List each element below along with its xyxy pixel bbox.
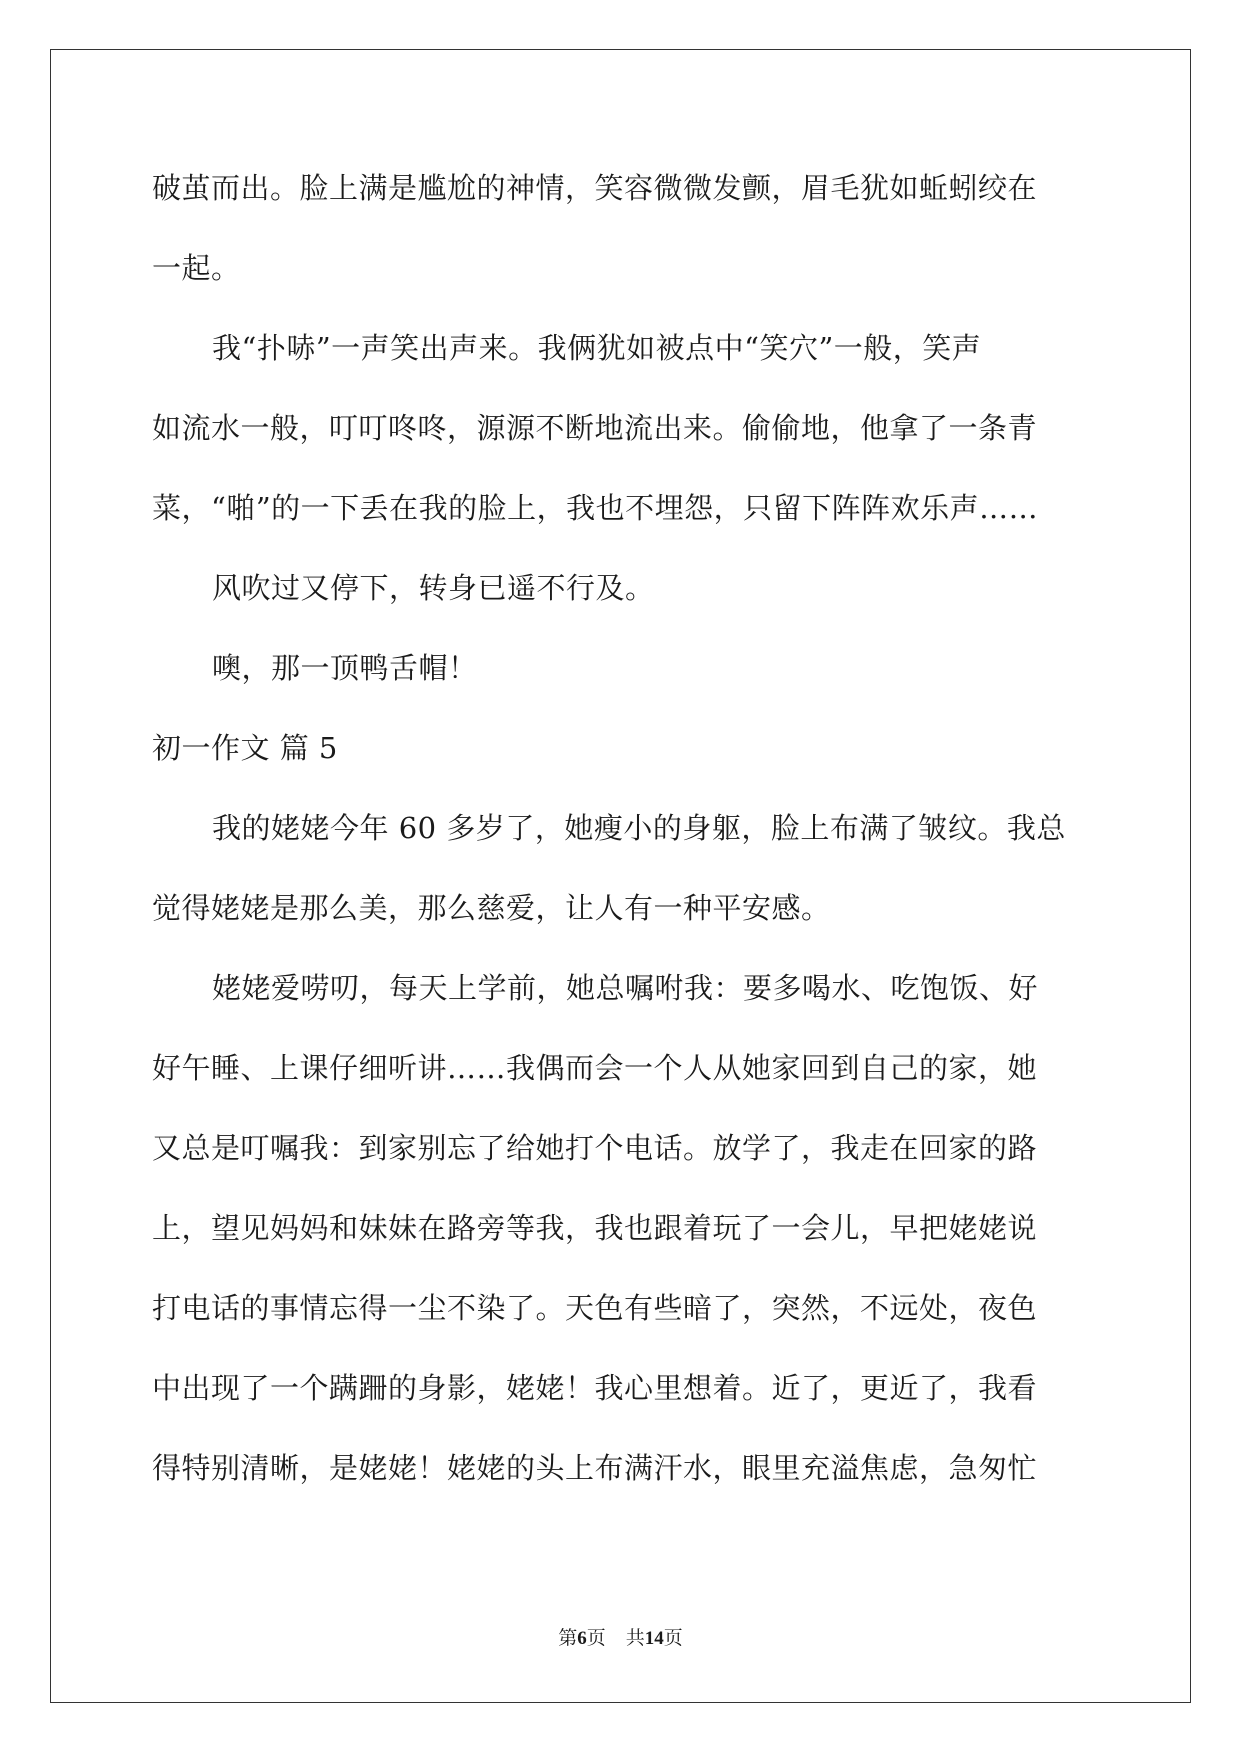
section-heading: 初一作文 篇 5: [152, 731, 338, 765]
text-line: 姥姥爱唠叨，每天上学前，她总嘱咐我：要多喝水、吃饱饭、好: [212, 971, 1039, 1005]
footer-page-number: 6: [577, 1628, 587, 1649]
footer-total-prefix: 共: [625, 1627, 645, 1649]
text-line: 我的姥姥今年 60 多岁了，她瘦小的身躯，脸上布满了皱纹。我总: [212, 811, 1066, 845]
footer-total-suffix: 页: [663, 1627, 683, 1649]
footer-page-suffix: 页: [586, 1627, 606, 1649]
text-line: 我“扑哧”一声笑出声来。我俩犹如被点中“笑穴”一般，笑声: [212, 331, 982, 365]
text-line: 上，望见妈妈和妹妹在路旁等我，我也跟着玩了一会儿，早把姥姥说: [152, 1211, 1038, 1245]
text-line: 菜，“啪”的一下丢在我的脸上，我也不埋怨，只留下阵阵欢乐声……: [152, 491, 1039, 525]
text-line: 一起。: [152, 251, 241, 285]
text-line: 中出现了一个蹒跚的身影，姥姥！我心里想着。近了，更近了，我看: [152, 1371, 1038, 1405]
text-line: 风吹过又停下，转身已遥不行及。: [212, 571, 655, 605]
document-body: [152, 160, 1092, 1520]
text-line: 破茧而出。脸上满是尴尬的神情，笑容微微发颤，眉毛犹如蚯蚓绞在: [152, 171, 1038, 205]
text-line: 噢，那一顶鸭舌帽！: [212, 651, 478, 685]
page-footer: [0, 1626, 1241, 1651]
text-line: 打电话的事情忘得一尘不染了。天色有些暗了，突然，不远处，夜色: [152, 1291, 1038, 1325]
text-line: 如流水一般，叮叮咚咚，源源不断地流出来。偷偷地，他拿了一条青: [152, 411, 1038, 445]
text-line: 又总是叮嘱我：到家别忘了给她打个电话。放学了，我走在回家的路: [152, 1131, 1038, 1165]
text-line: 好午睡、上课仔细听讲……我偶而会一个人从她家回到自己的家，她: [152, 1051, 1038, 1085]
footer-page-prefix: 第: [558, 1627, 578, 1649]
footer-total-pages: 14: [644, 1628, 664, 1649]
text-line: 觉得姥姥是那么美，那么慈爱，让人有一种平安感。: [152, 891, 831, 925]
text-line: 得特别清晰，是姥姥！姥姥的头上布满汗水，眼里充溢焦虑，急匆忙: [152, 1451, 1038, 1485]
